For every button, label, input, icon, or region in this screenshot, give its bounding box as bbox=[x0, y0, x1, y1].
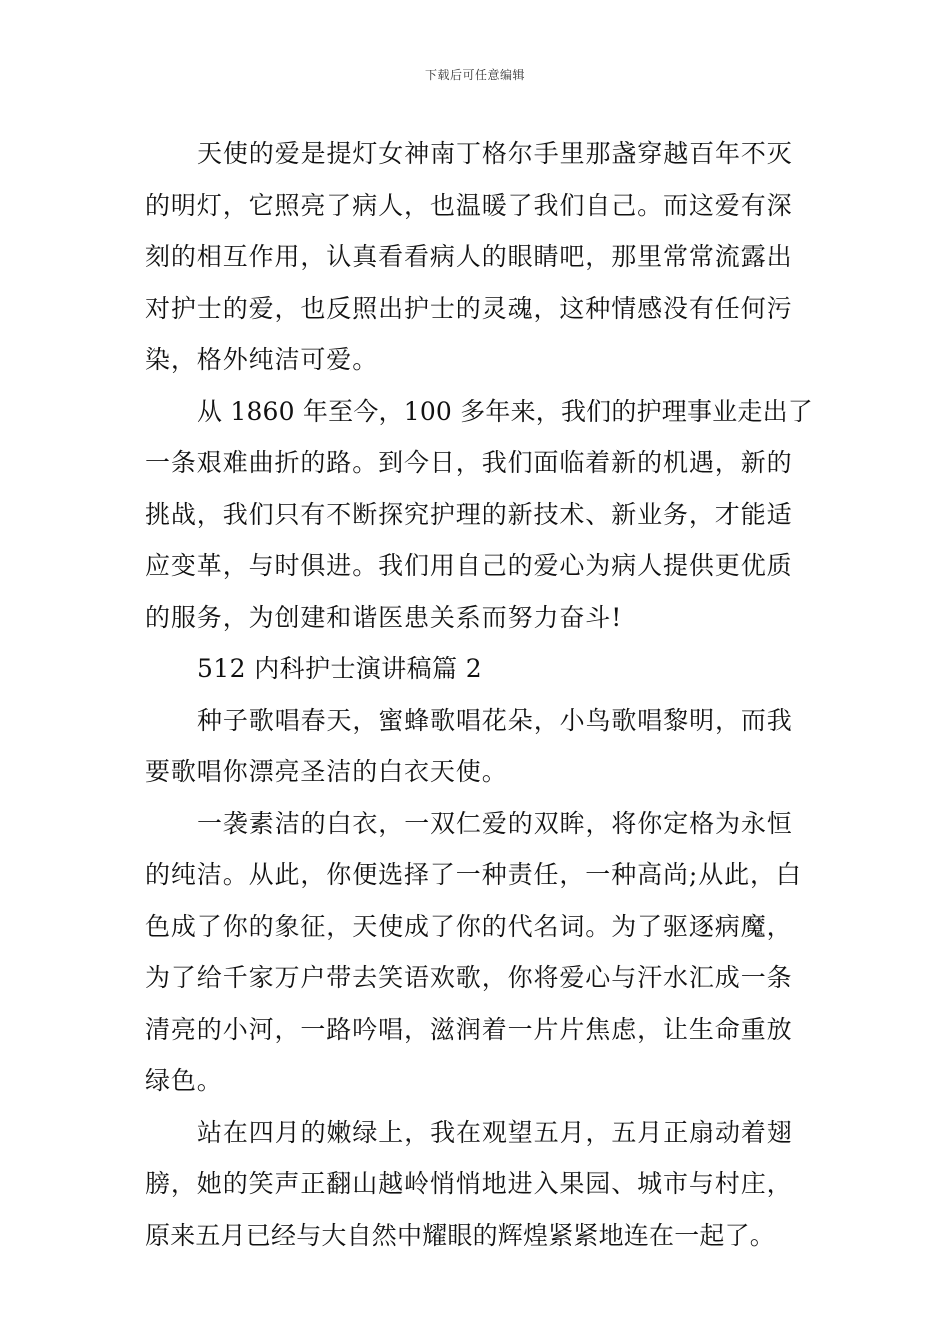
paragraph-2-line-5: 的服务，为创建和谐医患关系而努力奋斗! bbox=[145, 602, 623, 632]
paragraph-4-line-3: 色成了你的象征，天使成了你的代名词。为了驱逐病魔， bbox=[145, 911, 793, 941]
paragraph-5-line-2: 膀，她的笑声正翻山越岭悄悄地进入果园、城市与村庄， bbox=[145, 1169, 793, 1198]
paragraph-2-line-4: 应变革，与时俱进。我们用自己的爱心为病人提供更优质 bbox=[145, 551, 793, 580]
paragraph-4-line-6: 绿色。 bbox=[145, 1066, 223, 1095]
section-heading: 512 内科护士演讲稿篇 2 bbox=[197, 654, 483, 683]
paragraph-5-line-1: 站在四月的嫩绿上，我在观望五月，五月正扇动着翅 bbox=[197, 1117, 793, 1147]
paragraph-2-line-2: 一条艰难曲折的路。到今日，我们面临着新的机遇，新的 bbox=[145, 448, 793, 477]
paragraph-5-line-3: 原来五月已经与大自然中耀眼的辉煌紧紧地连在一起了。 bbox=[145, 1220, 776, 1250]
paragraph-1-line-3: 刻的相互作用，认真看看病人的眼睛吧，那里常常流露出 bbox=[145, 242, 793, 271]
paragraph-4-line-5: 清亮的小河，一路吟唱，滋润着一片片焦虑，让生命重放 bbox=[145, 1014, 793, 1044]
paragraph-1-line-2: 的明灯，它照亮了病人，也温暖了我们自己。而这爱有深 bbox=[145, 190, 793, 220]
paragraph-1-line-5: 染，格外纯洁可爱。 bbox=[145, 345, 379, 374]
paragraph-3-line-1: 种子歌唱春天，蜜蜂歌唱花朵，小鸟歌唱黎明，而我 bbox=[197, 705, 793, 735]
paragraph-1-line-1: 天使的爱是提灯女神南丁格尔手里那盏穿越百年不灭 bbox=[197, 139, 793, 168]
paragraph-2-line-3: 挑战，我们只有不断探究护理的新技术、新业务，才能适 bbox=[145, 499, 793, 529]
paragraph-2-line-1: 从 1860 年至今，100 多年来，我们的护理事业走出了 bbox=[197, 396, 813, 426]
paragraph-4-line-1: 一袭素洁的白衣，一双仁爱的双眸，将你定格为永恒 bbox=[197, 808, 793, 838]
paragraph-1-line-4: 对护士的爱，也反照出护士的灵魂，这种情感没有任何污 bbox=[145, 293, 793, 323]
page-header-note: 下载后可任意编辑 bbox=[424, 68, 525, 82]
paragraph-3-line-2: 要歌唱你漂亮圣洁的白衣天使。 bbox=[145, 757, 508, 786]
paragraph-4-line-4: 为了给千家万户带去笑语欢歌，你将爱心与汗水汇成一条 bbox=[145, 963, 793, 992]
paragraph-4-line-2: 的纯洁。从此，你便选择了一种责任，一种高尚;从此，白 bbox=[145, 860, 802, 889]
document-body bbox=[145, 128, 817, 1261]
